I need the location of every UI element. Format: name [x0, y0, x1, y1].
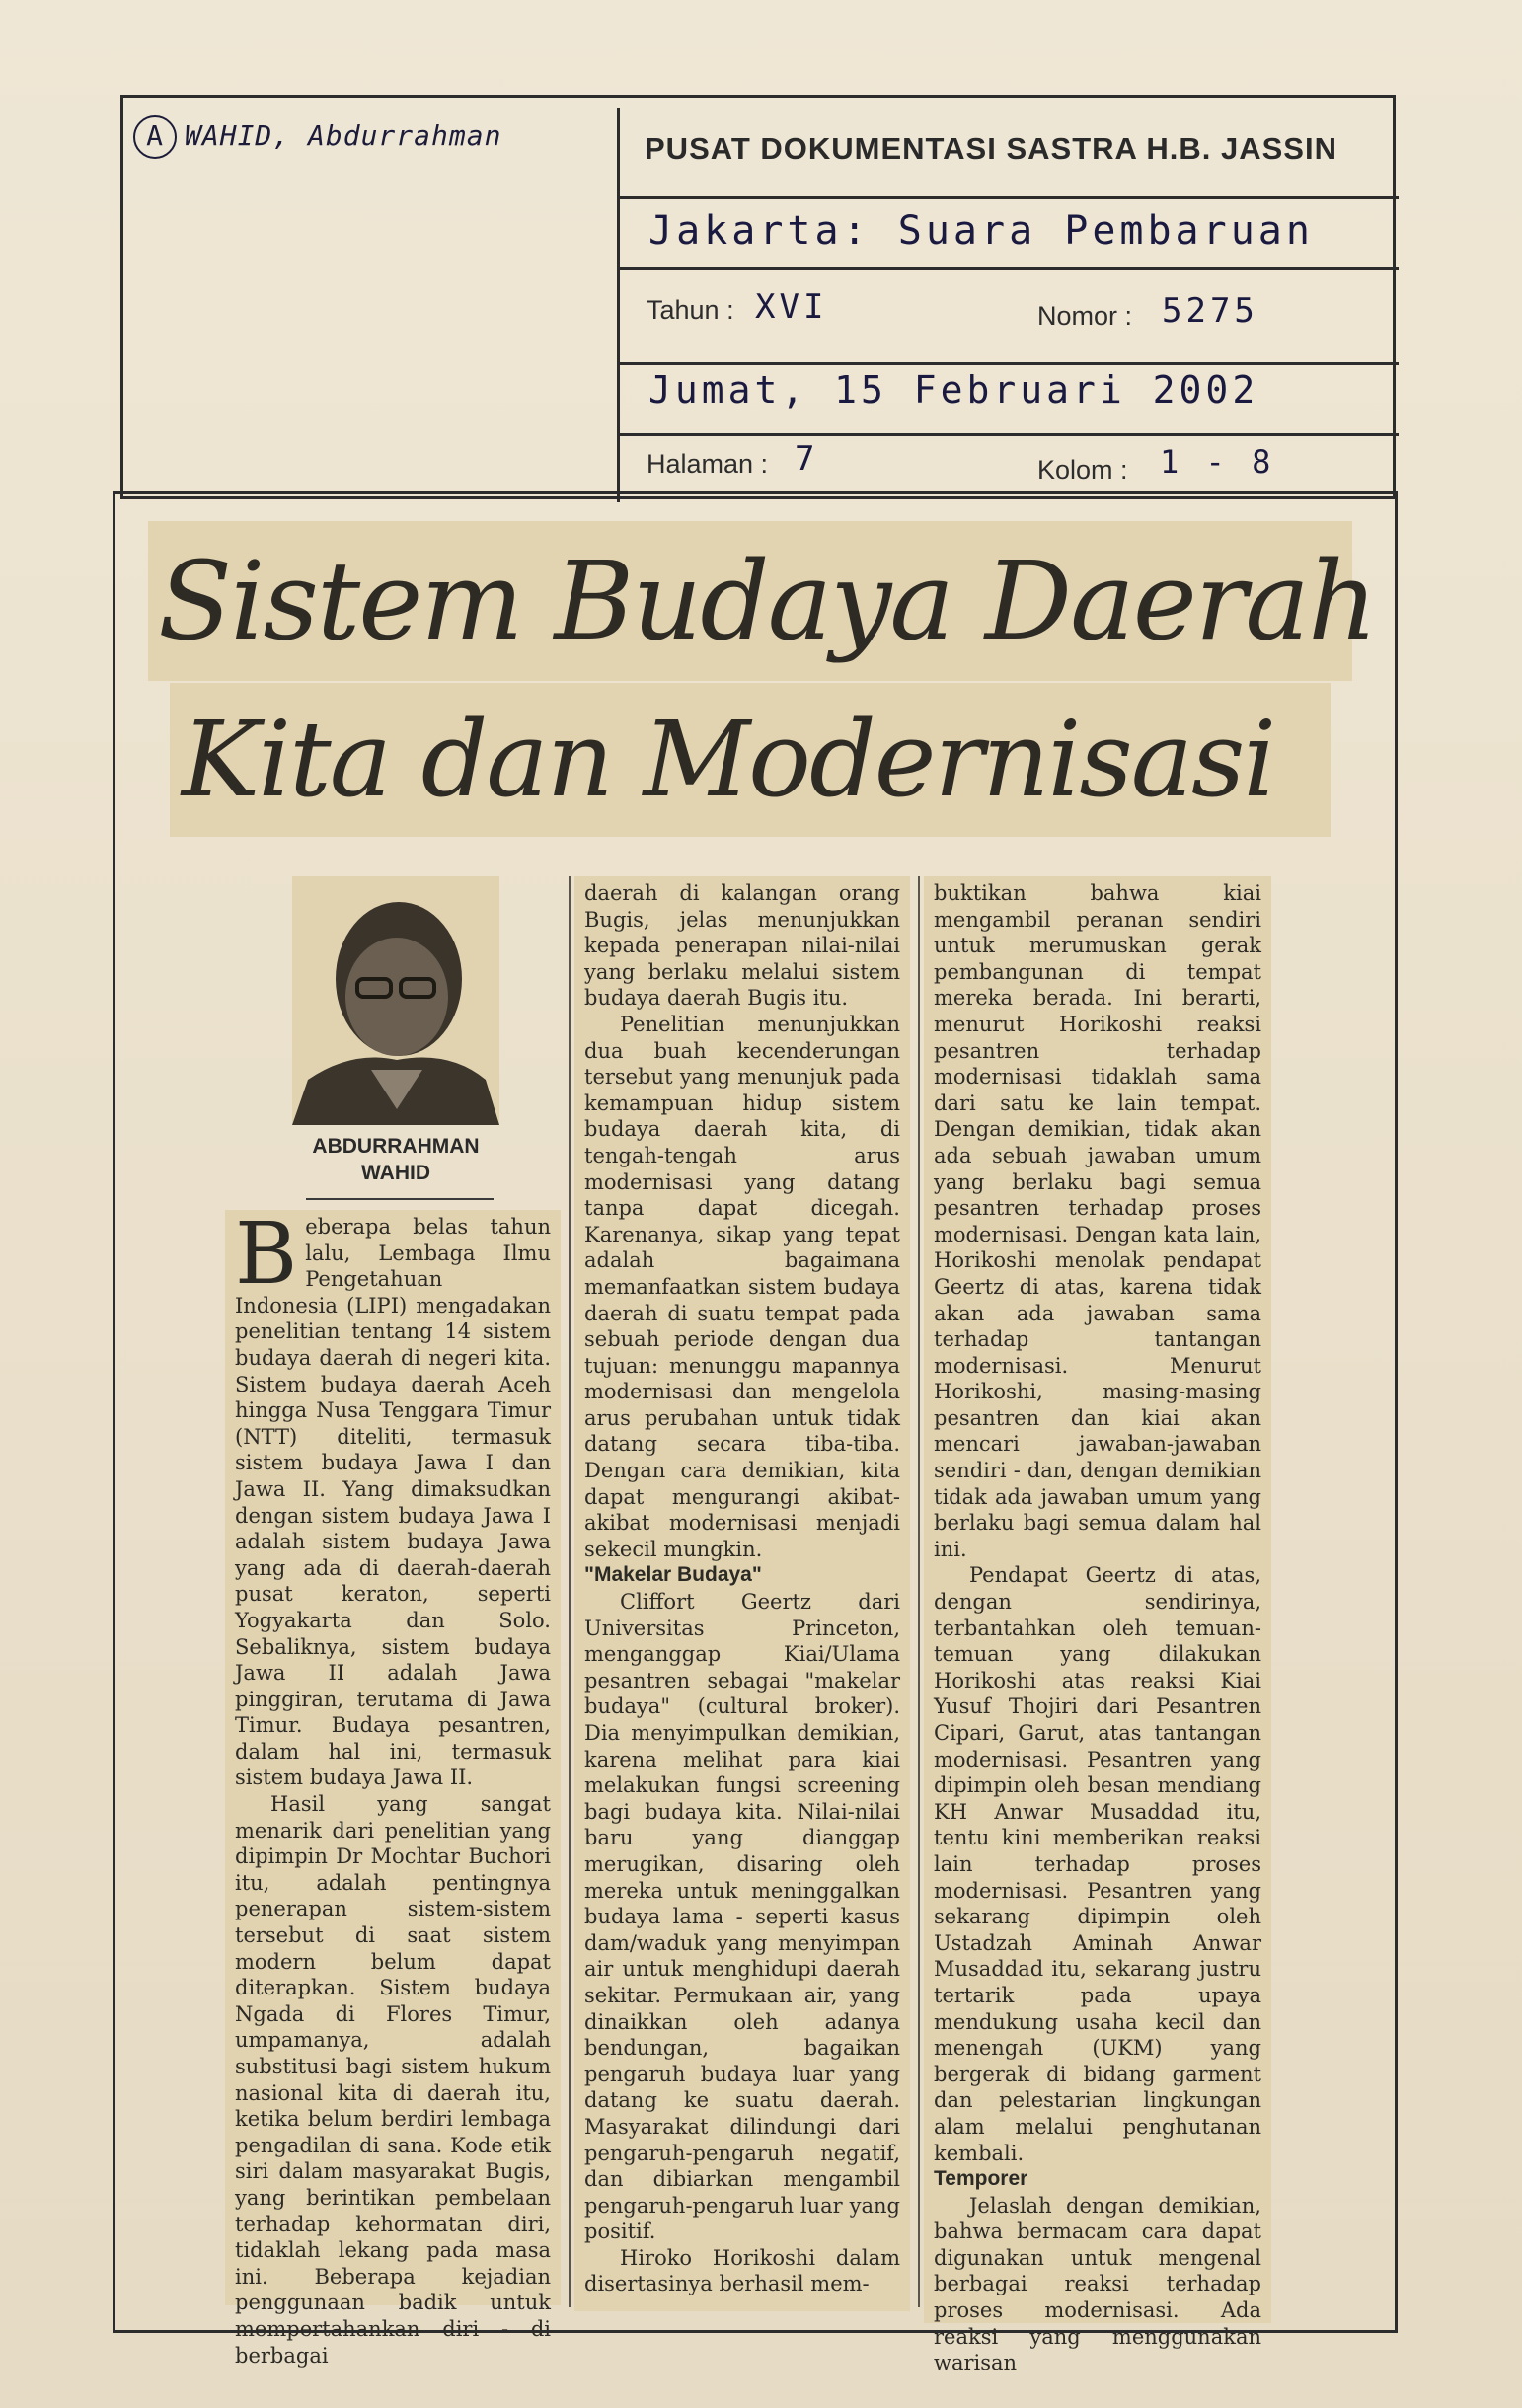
card-institution: PUSAT DOKUMENTASI SASTRA H.B. JASSIN: [645, 131, 1337, 166]
card-divider: [617, 108, 620, 502]
column-gutter: [918, 876, 920, 2307]
card-kolom-label: Kolom :: [1037, 455, 1128, 485]
card-kolom-value: 1 - 8: [1160, 443, 1275, 481]
card-nomor-value: 5275: [1162, 291, 1258, 331]
article-column-3: [924, 876, 1271, 2375]
column-1-paragraph-1: [235, 1205, 551, 1791]
article-column-2: [574, 876, 910, 2311]
card-rule: [617, 267, 1399, 270]
card-halaman-value: 7: [795, 439, 819, 479]
card-rule: [617, 433, 1399, 436]
byline-rule: [306, 1198, 494, 1200]
card-source: Jakarta: Suara Pembaruan: [648, 208, 1314, 254]
card-rule: [617, 362, 1399, 365]
byline-last: WAHID: [361, 1162, 430, 1184]
card-rule: [617, 196, 1399, 199]
card-date: Jumat, 15 Februari 2002: [648, 368, 1259, 412]
column-1-paragraph-2: Hasil yang sangat menarik dari penelitian yang dipimpin Dr Mochtar Buchori itu, adalah pentingnya penerapan sistem-sistem tersebut di saat sistem modern belum dapat diterapkan. Sistem budaya Ngada di Flores Timur, umpamanya, adalah substitusi bagi sistem hukum nasional kita di daerah itu, ketika belum berdiri lembaga pengadilan di sana. Kode etik siri dalam masyarakat Bugis, yang berintikan pembelaan terhadap kehormatan diri, tidaklah lekang pada masa ini. Beberapa kejadian penggunaan badik untuk mempertahankan diri - di berbagai: [235, 1792, 551, 2368]
column-2-paragraph-4: Hiroko Horikoshi dalam disertasinya berhasil mem-: [584, 2245, 900, 2296]
catalogue-card: [120, 95, 1396, 499]
column-3-paragraph-3: Jelaslah dengan demikian, bahwa bermacam cara dapat digunakan untuk mengenal berbagai reaksi terhadap proses modernisasi. Ada reaksi yang menggunakan warisan: [934, 2193, 1261, 2375]
article-column-1: [225, 1205, 561, 2368]
byline-first: ABDURRAHMAN: [312, 1135, 480, 1158]
column-2-paragraph-3: Cliffort Geertz dari Universitas Princeton, menganggap Kiai/Ulama pesantren sebagai "makelar budaya" (cultural broker). Dia menyimpulkan demikian, karena melihat para kiai melakukan fungsi screening bagi budaya kita. Nilai-nilai baru yang dianggap merugikan, disaring oleh mereka untuk meninggalkan budaya lama - seperti kasus dam/waduk yang menyimpan air untuk menghidupi daerah sekitar. Permukaan air, yang dinaikkan oleh adanya bendungan, bagaikan pengaruh budaya luar yang datang ke suatu daerah. Masyarakat dilindungi dari pengaruh-pengaruh negatif, dan dibiarkan mengambil pengaruh-pengaruh luar yang positif.: [584, 1590, 900, 2244]
card-nomor-label: Nomor :: [1037, 301, 1133, 331]
card-author: [133, 115, 501, 159]
column-gutter: [569, 876, 571, 2307]
card-tahun-value: XVI: [755, 287, 828, 327]
subhead-makelar-budaya: "Makelar Budaya": [584, 1563, 762, 1587]
headline-line-2: Kita dan Modernisasi: [170, 683, 1331, 837]
card-author-mark: A: [133, 115, 177, 159]
column-2-paragraph-1: daerah di kalangan orang Bugis, jelas menunjukkan kepada penerapan nilai-nilai yang berlaku melalui sistem budaya daerah Bugis itu.: [584, 881, 900, 1011]
subhead-temporer: Temporer: [934, 2167, 1028, 2191]
column-3-paragraph-2: Pendapat Geertz di atas, dengan sendirinya, terbantahkan oleh temuan-temuan yang dilakukan Horikoshi atas reaksi Kiai Yusuf Thojiri dari Pesantren Cipari, Garut, atas tantangan modernisasi. Pesantren yang dipimpin oleh besan mendiang KH Anwar Musaddad itu, tentu kini memberikan reaksi lain terhadap proses modernisasi. Pesantren yang sekarang dipimpin oleh Ustadzah Aminah Anwar Musaddad itu, sekarang justru tertarik pada upaya mendukung usaha kecil dan menengah (UKM) yang bergerak di bidang garment dan pelestarian lingkungan alam melalui penghutanan kembali.: [934, 1563, 1261, 2165]
byline: [292, 1133, 499, 1186]
card-author-name: WAHID, Abdurrahman: [185, 119, 502, 152]
column-2-paragraph-2: Penelitian menunjukkan dua buah kecenderungan tersebut yang menunjuk pada kemampuan hidup sistem budaya daerah kita, di tengah-tengah arus modernisasi yang datang tanpa dapat dicegah. Karenanya, sikap yang tepat adalah bagaimana memanfaatkan sistem budaya daerah di suatu tempat pada sebuah periode dengan dua tujuan: menunggu mapannya modernisasi dan mengelola arus perubahan untuk tidak datang secara tiba-tiba. Dengan cara demikian, kita dapat mengurangi akibat-akibat modernisasi menjadi sekecil mungkin.: [584, 1012, 900, 1561]
author-photo: [292, 876, 499, 1125]
drop-cap: B: [235, 1205, 298, 1304]
author-portrait-image: [292, 876, 499, 1125]
column-3-paragraph-1: buktikan bahwa kiai mengambil peranan sendiri untuk merumuskan gerak pembangunan di tempat mereka berada. Ini berarti, menurut Horikoshi reaksi pesantren terhadap modernisasi tidaklah sama dari satu ke lain tempat. Dengan demikian, tidak akan ada sebuah jawaban umum yang berlaku bagi semua pesantren terhadap proses modernisasi. Dengan kata lain, Horikoshi menolak pendapat Geertz di atas, karena tidak akan ada jawaban sama terhadap tantangan modernisasi. Menurut Horikoshi, masing-masing pesantren dan kiai akan mencari jawaban-jawaban sendiri - dan, dengan demikian tidak ada jawaban umum yang berlaku bagi semua dalam hal ini.: [934, 881, 1261, 1561]
card-tahun-label: Tahun :: [647, 295, 734, 325]
card-halaman-label: Halaman :: [647, 449, 769, 479]
column-1-text-1: eberapa belas tahun lalu, Lembaga Ilmu Pengetahuan Indonesia (LIPI) mengadakan penelitian tentang 14 sistem budaya daerah di negeri kita. Sistem budaya daerah Aceh hingga Nusa Tenggara Timur (NTT) diteliti, termasuk sistem budaya Jawa I dan Jawa II. Yang dimaksudkan dengan sistem budaya Jawa I adalah sistem budaya Jawa yang ada di daerah-daerah pusat keraton, seperti Yogyakarta dan Solo. Sebaliknya, sistem budaya Jawa II adalah Jawa pinggiran, terutama di Jawa Timur. Budaya pesantren, dalam hal ini, termasuk sistem budaya Jawa II.: [235, 1215, 551, 1790]
headline-line-1: Sistem Budaya Daerah: [148, 521, 1352, 681]
